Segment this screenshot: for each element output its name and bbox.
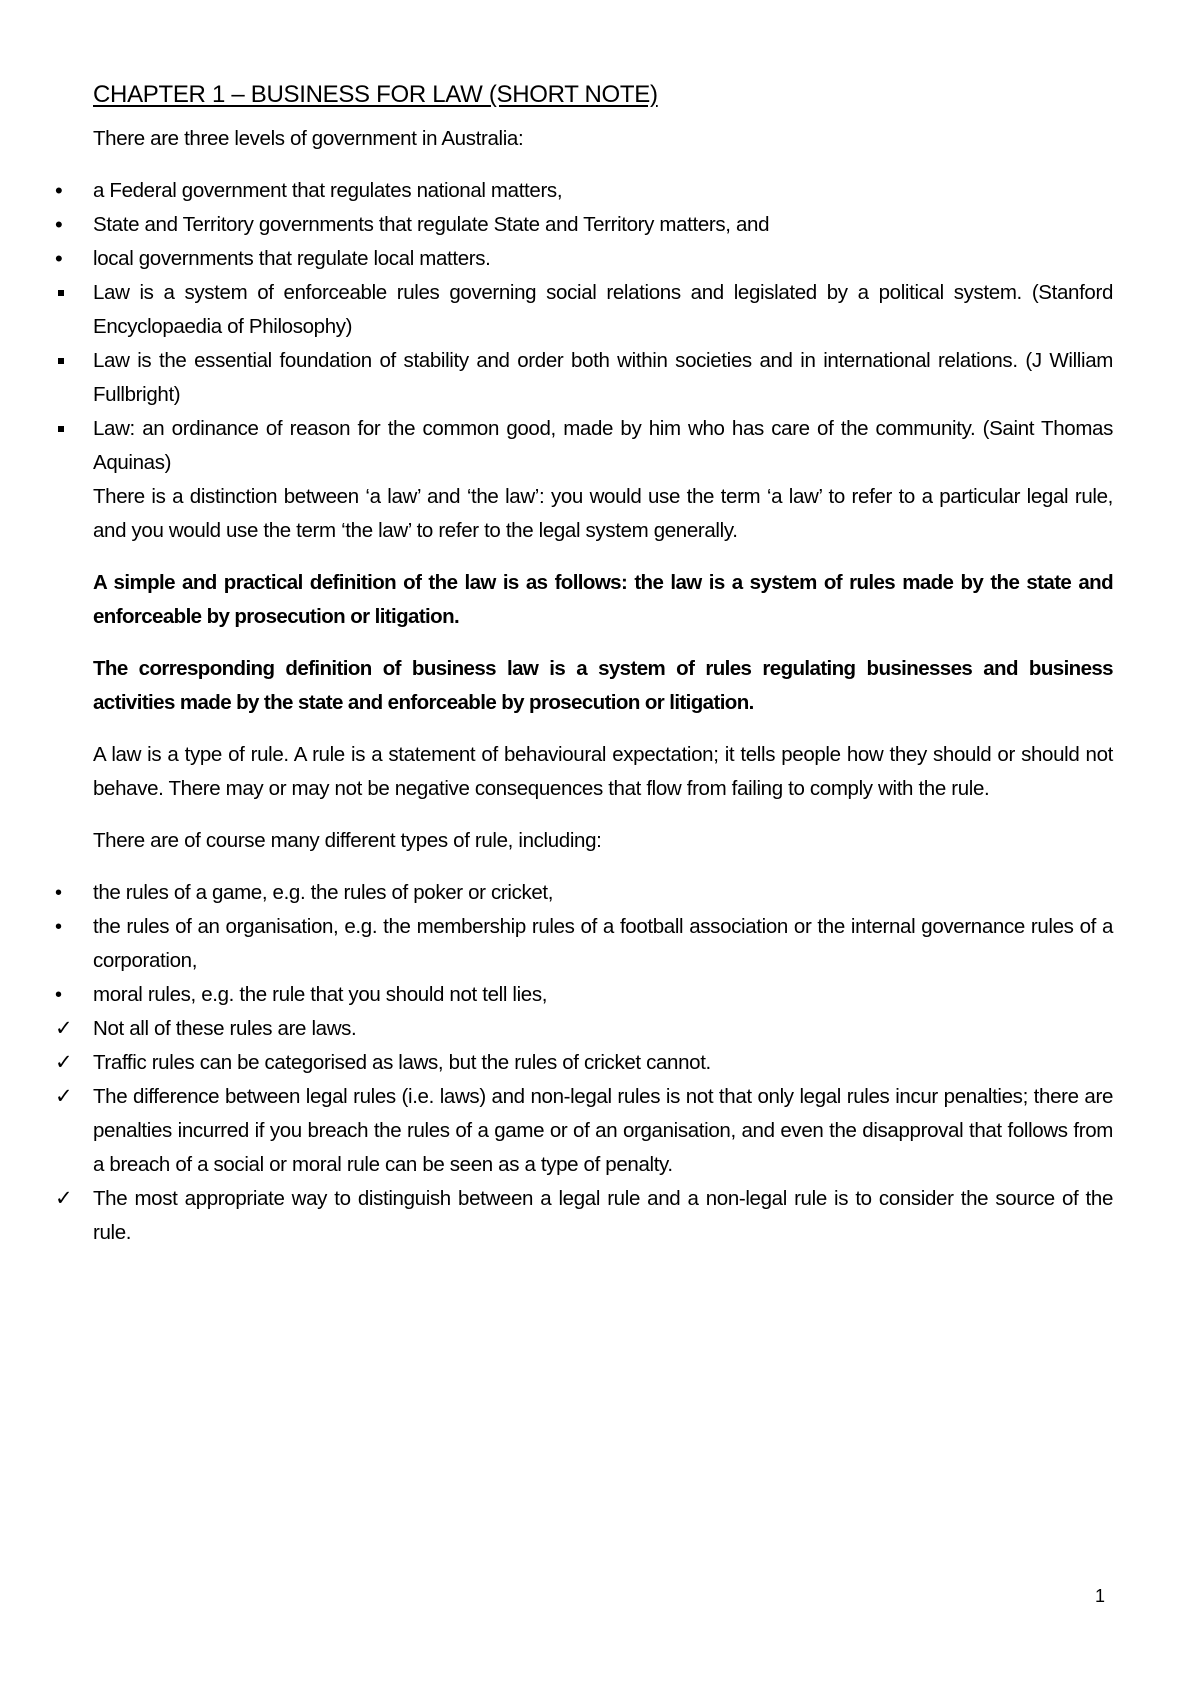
list-item: • a Federal government that regulates national matters, — [93, 174, 1113, 208]
list-item: ✓ Not all of these rules are laws. — [93, 1012, 1113, 1046]
list-item: • moral rules, e.g. the rule that you should not tell lies, — [93, 978, 1113, 1012]
list-item: ✓ The difference between legal rules (i.e. laws) and non-legal rules is not that only legal rules incur penalties; there are penalties incurred if you breach the rules of a game or of an organisation, and even the disapproval that follows from a breach of a social or moral rule can be seen as a type of penalty. — [93, 1080, 1113, 1182]
list-item: Law: an ordinance of reason for the common good, made by him who has care of the community. (Saint Thomas Aquinas) — [93, 412, 1113, 480]
checkmark-icon: ✓ — [55, 1187, 73, 1210]
bullet-icon: • — [55, 178, 63, 203]
bullet-icon: • — [55, 212, 63, 237]
document-page — [55, 78, 1113, 1250]
bullet-icon: • — [55, 882, 62, 904]
square-bullet-icon — [58, 426, 64, 432]
law-definitions-list — [93, 276, 1113, 480]
rule-types-list — [55, 876, 1113, 1012]
rule-explanation-paragraph: A law is a type of rule. A rule is a statement of behavioural expectation; it tells people how they should or should not behave. There may or may not be negative consequences that flow from failing to comply with the rule. — [93, 743, 1113, 800]
list-item: ✓ The most appropriate way to distinguish between a legal rule and a non-legal rule is to consider the source of the rule. — [93, 1182, 1113, 1250]
government-levels-list — [55, 174, 1113, 276]
list-item: • local governments that regulate local matters. — [93, 242, 1113, 276]
list-item: • the rules of an organisation, e.g. the membership rules of a football association or the internal governance rules of a corporation, — [93, 910, 1113, 978]
key-points-list — [55, 1012, 1113, 1250]
types-intro-paragraph: There are of course many different types of rule, including: — [93, 829, 602, 852]
business-definition-paragraph: The corresponding definition of business law is a system of rules regulating businesses and business activities made by the state and enforceable by prosecution or litigation. — [93, 657, 1113, 714]
checkmark-icon: ✓ — [55, 1085, 73, 1108]
list-item: • the rules of a game, e.g. the rules of poker or cricket, — [93, 876, 1113, 910]
simple-definition-paragraph: A simple and practical definition of the law is as follows: the law is a system of rules made by the state and enforceable by prosecution or litigation. — [93, 571, 1113, 628]
distinction-paragraph: There is a distinction between ‘a law’ and ‘the law’: you would use the term ‘a law’ to refer to a particular legal rule, and you would use the term ‘the law’ to refer to the legal system generally. — [93, 485, 1113, 542]
page-number: 1 — [1095, 1586, 1106, 1606]
list-item: • State and Territory governments that regulate State and Territory matters, and — [93, 208, 1113, 242]
bullet-icon: • — [55, 916, 62, 938]
bullet-icon: • — [55, 246, 63, 271]
square-bullet-icon — [58, 358, 64, 364]
checkmark-icon: ✓ — [55, 1017, 73, 1040]
list-item: Law is a system of enforceable rules governing social relations and legislated by a political system. (Stanford Encyclopaedia of Philosophy) — [93, 276, 1113, 344]
list-item: Law is the essential foundation of stability and order both within societies and in international relations. (J William Fullbright) — [93, 344, 1113, 412]
square-bullet-icon — [58, 290, 64, 296]
list-item: ✓ Traffic rules can be categorised as laws, but the rules of cricket cannot. — [93, 1046, 1113, 1080]
intro-paragraph: There are three levels of government in Australia: — [93, 127, 524, 150]
bullet-icon: • — [55, 984, 62, 1006]
chapter-title: CHAPTER 1 – BUSINESS FOR LAW (SHORT NOTE) — [93, 81, 658, 108]
checkmark-icon: ✓ — [55, 1051, 73, 1074]
